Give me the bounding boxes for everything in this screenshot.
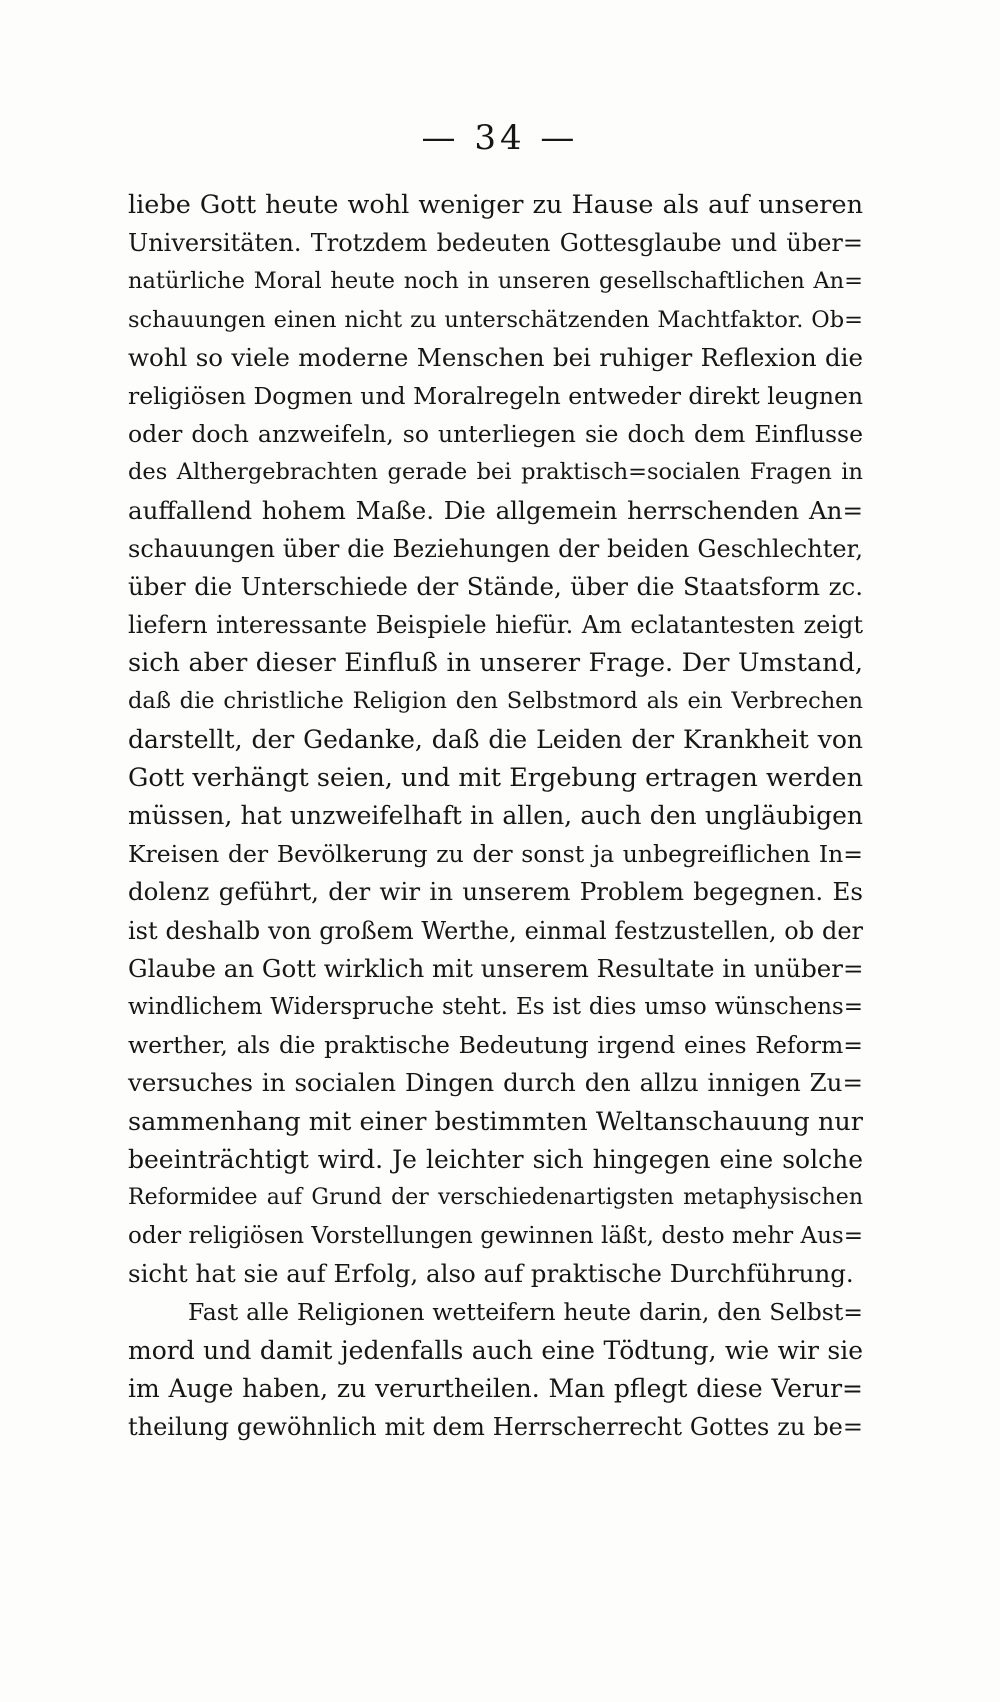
text-line: sicht hat sie auf Erfolg, also auf praktische Durchführung. xyxy=(128,1259,854,1289)
text-line: Fast alle Religionen wetteifern heute darin, den Selbst= xyxy=(188,1298,863,1327)
text-line: über die Unterschiede der Stände, über die Staatsform zc. xyxy=(128,571,863,601)
text-line: liefern interessante Beispiele hiefür. Am eclatantesten zeigt xyxy=(128,611,863,640)
paragraph-2 xyxy=(128,1293,863,1446)
text-line: werther, als die praktische Bedeutung irgend eines Reform= xyxy=(128,1031,863,1060)
text-line: daß die christliche Religion den Selbstmord als ein Verbrechen xyxy=(128,688,863,715)
text-line: natürliche Moral heute noch in unseren gesellschaftlichen An= xyxy=(128,268,863,295)
text-line: Universitäten. Trotzdem bedeuten Gottesglaube und über= xyxy=(128,229,863,258)
text-line: mord und damit jedenfalls auch eine Tödtung, wie wir sie xyxy=(128,1335,863,1365)
text-line: ist deshalb von großem Werthe, einmal festzustellen, ob der xyxy=(128,916,863,945)
text-line: religiösen Dogmen und Moralregeln entweder direkt leugnen xyxy=(128,381,864,410)
text-line: sammenhang mit einer bestimmten Weltanschauung nur xyxy=(128,1106,863,1137)
text-line: oder religiösen Vorstellungen gewinnen läßt, desto mehr Aus= xyxy=(128,1223,863,1250)
text-line: müssen, hat unzweifelhaft in allen, auch den ungläubigen xyxy=(128,801,863,830)
text-line: im Auge haben, zu verurtheilen. Man pflegt diese Verur= xyxy=(128,1373,863,1403)
text-line: wohl so viele moderne Menschen bei ruhiger Reflexion die xyxy=(128,342,863,372)
text-line: oder doch anzweifeln, so unterliegen sie doch dem Einflusse xyxy=(128,420,863,449)
text-line: beeinträchtigt wird. Je leichter sich hingegen eine solche xyxy=(128,1144,863,1174)
text-line: Gott verhängt seien, und mit Ergebung ertragen werden xyxy=(128,762,863,793)
text-line: Reformidee auf Grund der verschiedenartigsten metaphysischen xyxy=(128,1184,863,1210)
text-line: schauungen einen nicht zu unterschätzenden Machtfaktor. Ob= xyxy=(128,306,863,333)
body-text xyxy=(128,186,863,1446)
text-line: Glaube an Gott wirklich mit unserem Resultate in unüber= xyxy=(128,953,864,983)
text-line: auffallend hohem Maße. Die allgemein herrschenden An= xyxy=(128,495,863,525)
text-line: dolenz geführt, der wir in unserem Problem begegnen. Es xyxy=(128,877,863,907)
text-line: sich aber dieser Einfluß in unserer Frage. Der Umstand, xyxy=(128,648,863,679)
page-number: — 34 — xyxy=(421,118,579,158)
text-line: theilung gewöhnlich mit dem Herrscherrecht Gottes zu be= xyxy=(128,1413,863,1441)
text-line: liebe Gott heute wohl weniger zu Hause als auf unseren xyxy=(128,190,863,220)
text-line: schauungen über die Beziehungen der beiden Geschlechter, xyxy=(128,534,863,563)
text-line: darstellt, der Gedanke, daß die Leiden der Krankheit von xyxy=(128,724,863,754)
paragraph-1 xyxy=(128,186,863,1293)
text-line: windlichem Widerspruche steht. Es ist dies umso wünschens= xyxy=(128,993,863,1020)
text-line: Kreisen der Bevölkerung zu der sonst ja unbegreiflichen In= xyxy=(128,840,863,869)
text-line: versuches in socialen Dingen durch den allzu innigen Zu= xyxy=(128,1068,863,1098)
text-line: des Althergebrachten gerade bei praktisch=socialen Fragen in xyxy=(128,459,863,486)
